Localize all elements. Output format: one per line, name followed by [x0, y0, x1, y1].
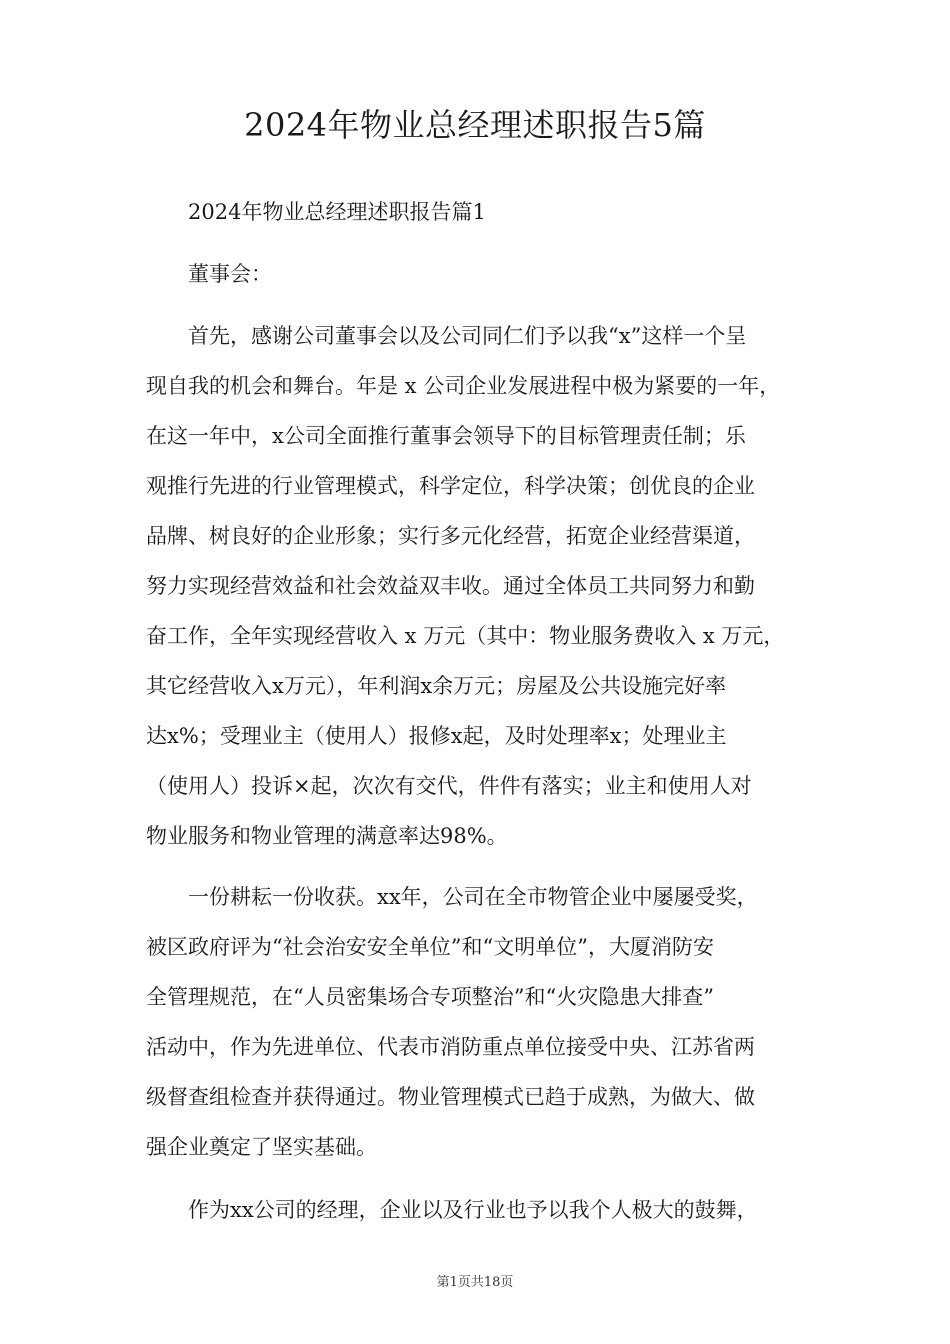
paragraph-line: 在这一年中，x公司全面推行董事会领导下的目标管理责任制；乐 [146, 424, 746, 448]
paragraph-line: 物业服务和物业管理的满意率达98%。 [146, 824, 508, 848]
paragraph-line: 一份耕耘一份收获。xx年，公司在全市物管企业中屡屡受奖， [188, 885, 758, 909]
paragraph-line: 现自我的机会和舞台。年是 x 公司企业发展进程中极为紧要的一年， [146, 374, 781, 398]
paragraph-line: 被区政府评为“社会治安安全单位”和“文明单位”，大厦消防安 [146, 935, 714, 959]
section-heading: 2024年物业总经理述职报告篇1 [188, 200, 486, 224]
paragraph-line: 奋工作，全年实现经营收入 x 万元（其中：物业服务费收入 x 万元， [146, 624, 785, 648]
salutation: 董事会： [188, 262, 272, 286]
paragraph-line: 活动中，作为先进单位、代表市消防重点单位接受中央、江苏省两 [146, 1035, 755, 1059]
document-title: 2024年物业总经理述职报告5篇 [244, 106, 706, 144]
paragraph-line: 全管理规范，在“人员密集场合专项整治”和“火灾隐患大排查” [146, 985, 714, 1009]
paragraph-line: 其它经营收入x万元），年利润x余万元；房屋及公共设施完好率 [146, 674, 727, 698]
paragraph-line: 达x%；受理业主（使用人）报修x起，及时处理率x；处理业主 [146, 724, 727, 748]
page-footer: 第1页共18页 [436, 1275, 514, 1290]
paragraph-line: 级督查组检查并获得通过。物业管理模式已趋于成熟，为做大、做 [146, 1085, 755, 1109]
paragraph-line: 强企业奠定了坚实基础。 [146, 1135, 377, 1159]
paragraph-line: 观推行先进的行业管理模式，科学定位，科学决策；创优良的企业 [146, 474, 755, 498]
paragraph-line: （使用人）投诉×起，次次有交代，件件有落实；业主和使用人对 [146, 774, 752, 798]
paragraph-line: 首先，感谢公司董事会以及公司同仁们予以我“x”这样一个呈 [188, 324, 747, 348]
paragraph-line: 作为xx公司的经理，企业以及行业也予以我个人极大的鼓舞， [188, 1198, 758, 1222]
paragraph-line: 努力实现经营效益和社会效益双丰收。通过全体员工共同努力和勤 [146, 574, 755, 598]
paragraph-line: 品牌、树良好的企业形象；实行多元化经营，拓宽企业经营渠道， [146, 524, 755, 548]
